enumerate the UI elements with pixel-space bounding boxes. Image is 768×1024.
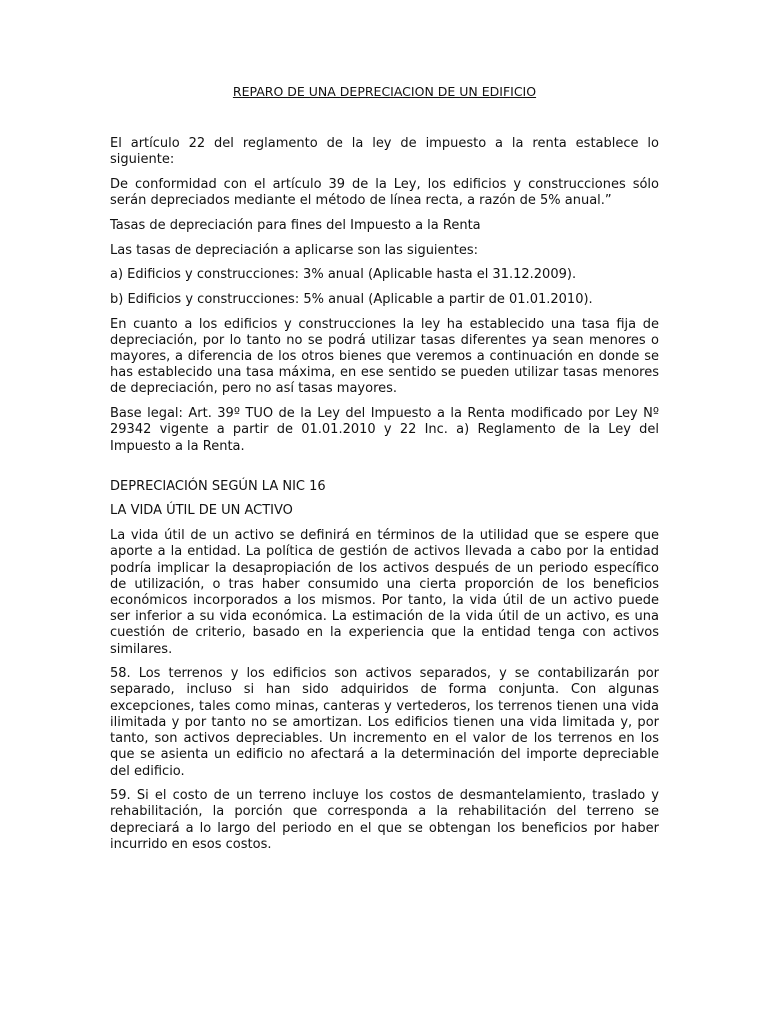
paragraph-rates-intro: Las tasas de depreciación a aplicarse son las siguientes:	[110, 242, 479, 258]
paragraph-rate-a: a) Edificios y construcciones: 3% anual (Aplicable hasta el 31.12.2009).	[110, 267, 577, 283]
paragraph-rate-b: b) Edificios y construcciones: 5% anual (Aplicable a partir de 01.01.2010).	[110, 291, 593, 307]
section-heading-useful-life: LA VIDA ÚTIL DE UN ACTIVO	[110, 503, 293, 519]
paragraph-useful-life: La vida útil de un activo se definirá en términos de la utilidad que se espere que aporte a la entidad. La política de gestión de activos llevada a cabo por la entidad podría implicar la desapropiación de los activos después de un periodo específico de utilización, o tras haber consumido una cierta proporción de los beneficios económicos incorporados a los mismos. Por tanto, la vida útil de un activo puede ser inferior a su vida económica. La estimación de la vida útil de un activo, es una cuestión de criterio, basado en la experiencia que la entidad tenga con activos similares.	[110, 528, 659, 657]
paragraph-58: 58. Los terrenos y los edificios son activos separados, y se contabilizarán por separado, incluso si han sido adquiridos de forma conjunta. Con algunas excepciones, tales como minas, canteras y vertederos, los terrenos tienen una vida ilimitada y por tanto no se amortizan. Los edificios tienen una vida limitada y, por tanto, son activos depreciables. Un incremento en el valor de los terrenos en los que se asienta un edificio no afectará a la determinación del importe depreciable del edificio.	[110, 666, 659, 779]
paragraph-legal-basis: Base legal: Art. 39º TUO de la Ley del Impuesto a la Renta modificado por Ley Nº 29342 vigente a partir de 01.01.2010 y 22 Inc. a) Reglamento de la Ley del Impuesto a la Renta.	[110, 406, 659, 454]
document-title: REPARO DE UNA DEPRECIACION DE UN EDIFICIO	[232, 84, 537, 99]
paragraph-article-39: De conformidad con el artículo 39 de la Ley, los edificios y construcciones sólo serán depreciados mediante el método de línea recta, a razón de 5% anual.”	[110, 176, 659, 209]
paragraph-intro: El artículo 22 del reglamento de la ley de impuesto a la renta establece lo siguiente:	[110, 136, 659, 168]
paragraph-rates-heading: Tasas de depreciación para fines del Impuesto a la Renta	[110, 217, 481, 233]
paragraph-fixed-rate: En cuanto a los edificios y construcciones la ley ha establecido una tasa fija de depreciación, por lo tanto no se podrá utilizar tasas diferentes ya sean menores o mayores, a diferencia de los otros bienes que veremos a continuación en donde se has establecido una tasa máxima, en ese sentido se pueden utilizar tasas menores de depreciación, pero no así tasas mayores.	[110, 316, 659, 397]
document-page	[110, 84, 659, 862]
section-heading-nic16: DEPRECIACIÓN SEGÚN LA NIC 16	[110, 478, 326, 494]
paragraph-59: 59. Si el costo de un terreno incluye los costos de desmantelamiento, traslado y rehabilitación, la porción que corresponda a la rehabilitación del terreno se depreciará a lo largo del periodo en el que se obtengan los beneficios por haber incurrido en esos costos.	[110, 788, 659, 852]
